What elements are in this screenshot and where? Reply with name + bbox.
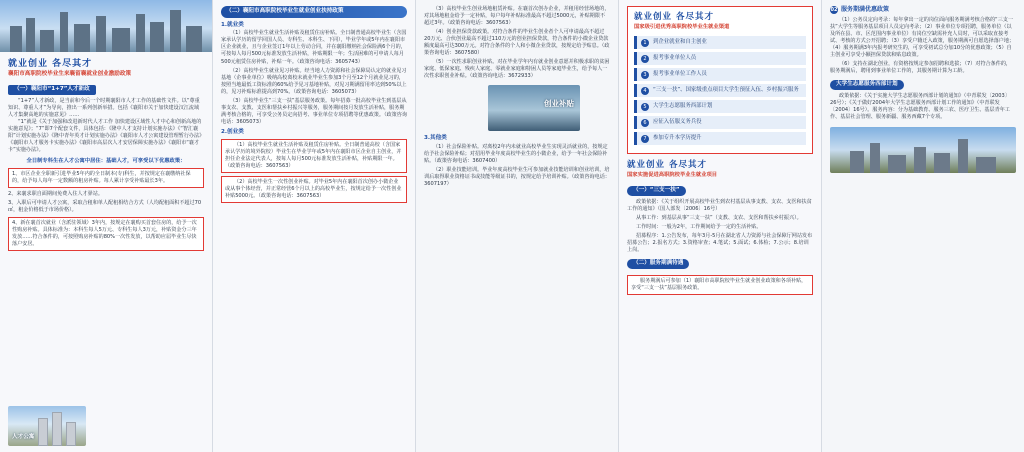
channel-item — [634, 116, 806, 129]
other-heading: 3.其他类 — [424, 135, 447, 142]
channel-label: 报考事业单位人员 — [653, 54, 697, 61]
channels-subtitle: 国家级引进优秀高职院校毕业生就业渠道 — [634, 23, 730, 30]
panel-talent-policy — [0, 0, 213, 452]
grassroots-service-para: （3）高校毕业生“三支一扶”基层服务政策。每年招募一批高校毕业生到基层从事支农、支教、支医和帮扶乡村振兴等服务，服务期间按月发放生活补贴，服务期满考核合格的，可享受公务员定向招考、事业单位专项招聘等优惠政策。（政策咨询电话：3605073） — [221, 97, 407, 125]
projects-title: 就业创业 各尽其才 — [627, 160, 707, 171]
projects-headline — [627, 160, 813, 179]
talent-apartment-item: 3、入职后可申请人才公寓，采取合租和单人配租相结合方式（人均配租面积不超过70㎡，租金价格低于市场价格）。 — [8, 200, 202, 214]
channels-box — [627, 6, 813, 154]
bullet-icon: 4 — [641, 87, 649, 95]
benefits-heading — [830, 6, 1016, 14]
western-plan-tag: 大学生志愿服务西部计划 — [830, 80, 904, 90]
venue-subsidy-para: （3）高校毕业生创业场地租赁补贴。在襄首次创办企业，并租用经营场地的，对其场地租金给予一定补贴，每户每年补贴标准最高不超过5000元，补贴期限不超过3年。（政策咨询电话：3607563） — [424, 6, 610, 27]
channel-label: 大学生志愿服务西部计划 — [653, 102, 713, 109]
housing-subsidy-box: 4、新在襄首次就业（含派驻领域）3年内，按规定在襄购买首套住房的，给予一次性购房补贴。具体标准为：本科生每人5万元、专科生每人3万元，补贴资金分三年发放……符合条件的，可按照购房补贴的80%一次性发放，以帮助应届毕业生尽快落户安居。 — [8, 217, 204, 251]
western-scenery-photo — [830, 127, 1016, 173]
policy-intro: “1+7”人才新政，是当前和今后一个时期襄阳市人才工作的基础性文件。以“尊重知识、尊重人才”为导向，推出一系列创新举措。包括《襄阳市关于加快建设汉江流域人才集聚高地的实施意见》…… — [8, 97, 200, 118]
channel-item — [634, 84, 806, 97]
service-end-tag: （二）服务期满待遇 — [627, 259, 689, 269]
panel-support-policy-cont — [416, 0, 619, 452]
sanzhi-tag: （一）“三支一扶” — [627, 186, 686, 196]
channel-item — [634, 36, 806, 49]
startup-subsidy-photo — [488, 85, 580, 131]
skills-training-para: （2）职业技能培训。毕业年度高校毕业生可参加就业技能培训和创业培训，培训后取得职业资格证书或技能等级证书的，按规定给予培训补贴。（政策咨询电话：3607197） — [424, 166, 610, 187]
internship-subsidy-para: （2）高校毕业生就业见习补贴。经当地人力资源和社会保障局认定的就业见习基地（企事业单位）吸纳高校离校未就业毕业生参加3个月至12个月就业见习的，按照当地最低工资标准的60%给予见习基地补贴，对见习期满留用率达到50%以上的，见习补贴标准提高到70%。（政策咨询电话：3605073） — [221, 67, 407, 95]
projects-subtitle: 国家实施促进高职院校毕业生就业项目 — [627, 171, 718, 178]
policy-basis: 政策依据：《关于组织开展高校毕业生到农村基层从事支教、支农、支医和扶贫工作的通知》（国人部发〔2006〕16号） — [627, 198, 812, 212]
panel1-title: 就业创业 各尽其才 — [8, 59, 93, 69]
work-term: 工作时间：一般为2年，工作期间给予一定的生活补贴。 — [636, 223, 762, 230]
talent-station-item: 2、来襄求职自面期间免费入住人才驿站。 — [8, 191, 103, 198]
social-insurance-para: （1）社会保险补贴。对离校2年内未就业高校毕业生实现灵活就业的，按规定给予社会保险补贴；对招用毕业年度高校毕业生的小微企业，给予一年社会保险补贴。（政策咨询电话：3607400） — [424, 143, 608, 164]
employment-heading: 1.就业类 — [221, 21, 244, 28]
channel-label: 参加专升本学历提升 — [653, 134, 702, 141]
section-talent-policy: （一）襄阳市“1+7”人才新政 — [8, 85, 96, 95]
panel-support-policy — [213, 0, 416, 452]
talent-apartment-photo — [8, 406, 86, 446]
service-end-box: 服务期满后可参加（1）襄阳市高职院校毕业生就业创业政策和各项补贴，享受“三支一扶”基层服务政策。 — [627, 275, 813, 295]
benefits-para-2: （6）支持在湖北创业，有资格按规定参加招聘和选拔；（7）对符合条件的，服务期满后，聘用到事业单位工作的，其服务期计算为工龄。 — [830, 61, 1012, 75]
rent-subsidy-box: 1、市区企业全职新引进毕业5年内的全日制本(专)科生，并按规定在襄缴纳社保的，给予每人每年一定数额的租房补贴。每人累计享受补贴最长3年。 — [8, 168, 204, 188]
channel-label: “三支一扶”、国家级重点项目大学生预征入伍、乡村振兴服务 — [653, 86, 799, 93]
panel-service-benefits — [822, 0, 1024, 452]
channel-item — [634, 68, 806, 81]
policy-list: “1”就是《关于加强和改进新时代人才工作 加快建设区域性人才中心和创新高地的实施意见》；“7”即7个配套文件，具体包括：《隆中人才支持计划实施办法》《“智汇襄阳”计划实施办法》《隆中青年英才计划实施办法》《襄阳市人才公寓建设管理暂行办法》《襄阳市人才服务卡实施办法》《襄阳市高层次人才安居保障实施办法》《襄阳市“襄才卡”实施办法》。 — [8, 118, 202, 153]
bullet-icon: 5 — [641, 103, 649, 111]
bullet-icon: 2 — [641, 55, 649, 63]
channel-item — [634, 100, 806, 113]
channels-title: 就业创业 各尽其才 — [634, 12, 714, 22]
panel-channels — [619, 0, 822, 452]
startup-subsidy-label: 创业补贴 — [544, 99, 574, 109]
number-2-icon: 02 — [830, 6, 838, 13]
city-skyline-photo — [0, 0, 212, 52]
guarantee-loan-para: （4）创业担保贷款政策。对符合条件的毕业生创业者个人可申请最高不超过20万元、合伙创业最高不超过110万元的创业担保贷款，符合条件的小微企业贷款额度最高可达300万元。对符合条件的个人和小微企业贷款，按规定给予贴息。（政策咨询电话：3607580） — [424, 29, 610, 57]
work-scope: 从事工作：到基层从事“三支一扶”（支教、支农、支医和帮扶乡村振兴）。 — [636, 214, 802, 221]
job-seeking-subsidy-para: （5）一次性求职创业补贴。对在毕业学年内有就业创业意愿并积极求职的贫困家庭、低保家庭、残疾人家庭、零就业家庭和特困人员等家庭毕业生，给予每人一次性求职创业补贴。（政策咨询电话：3672933） — [424, 59, 610, 80]
apartment-label: 人才公寓 — [12, 434, 35, 441]
panel1-subtitle: 襄阳市高职院校毕业生来襄留襄就业创业激励政策 — [8, 71, 132, 78]
channel-label: 报考事业单位工作人员 — [653, 70, 707, 77]
channel-label: 应征入伍服义务兵役 — [653, 118, 702, 125]
benefits-para: （1）公务员定向考录：每年拿出一定的岗位面向服务期满考核合格的“三支一扶”大学生等服务基层项目人员定向考录；（2）事业单位专项招聘，服务单位（以及所在县、市、区范围内事业单位）有岗位空缺需补充人员时，可以采取直接考试、考核的方式公开招聘；（3）享受户籍迁入政策，服务期满可自愿选择落户地；（4）服务期满3年内报考研究生的，可享受初试总分加10分的优惠政策；（5）自主创业可享受小额担保贷款和贴息政策。 — [830, 17, 1015, 59]
channel-item — [634, 132, 806, 145]
benefits-heading-label: 服务期满优惠政策 — [841, 6, 890, 13]
bullet-icon: 3 — [641, 71, 649, 79]
support-section-title: （二）襄阳市高职院校毕业生就业创业扶持政策 — [221, 6, 407, 18]
living-subsidy-para: （1）高校毕业生就业生活补贴及租赁住房补贴。全日制普通高校毕业生（含国家承认学历的留学回国人员、专科生、本科生、下同），毕业学年或5年内在襄阳市区企业就业，且与企业签订1年以上劳动合同，并在襄阳缴纳社会保险满6个月的，可按每人每月500元标准发放生活补贴，补贴期限一年；生活困难的可申请人每月500元租赁住房补贴，补贴一年。（政策咨询电话：3605743） — [221, 30, 407, 65]
channel-label: 到企业就业和自主创业 — [653, 38, 707, 45]
entrepreneurship-heading: 2.创业类 — [221, 128, 244, 135]
panel1-headline — [8, 58, 204, 79]
startup-one-time-subsidy-box: （2）高校毕业生一次性创业补贴。对毕业5年内在襄阳首次创办小微企业或从事个体经营，并正常经营6个月以上的高校毕业生，按规定给予一次性创业补贴5000元。（政策咨询电话：3607563） — [221, 176, 407, 203]
western-plan-para: 政策依据：《关于实施大学生志愿服务西部计划的通知》（中青联发〔2003〕26号）；《关于做好2004年大学生志愿服务西部计划工作的通知》（中青联发〔2004〕16号）。服务内容：分为基础教育、服务三农、医疗卫生、基层青年工作、基层社会管理、服务新疆、服务西藏7个专项。 — [830, 93, 1010, 121]
recruit-procedure: 招募程序：1.公告发布，每年3月-5月在湖北省人力资源与社会保障厅网站发布招募公告；2.报名方式；3.资格审查；4.笔试；5.面试；6.体检；7.公示；8.培训上岗。 — [627, 232, 813, 253]
highlight-note: 全日制专科生在人才公寓中居住：基础人才，可享受以下优惠政策： — [26, 157, 186, 164]
bullet-icon: 6 — [641, 119, 649, 127]
startup-living-subsidy-box: （1）高校毕业生就业生活补贴及租赁住房补贴。全日制普通高校（含国家承认学历的境外院校）毕业生在毕业学年或5年内在襄阳市区企业自主创业，并担任企业法定代表人，按每人每月500元标准发放生活补贴，补贴期限一年。（政策咨询电话：3607563） — [221, 139, 407, 173]
bullet-icon: 1 — [641, 39, 649, 47]
channel-item — [634, 52, 806, 65]
bullet-icon: 7 — [641, 135, 649, 143]
